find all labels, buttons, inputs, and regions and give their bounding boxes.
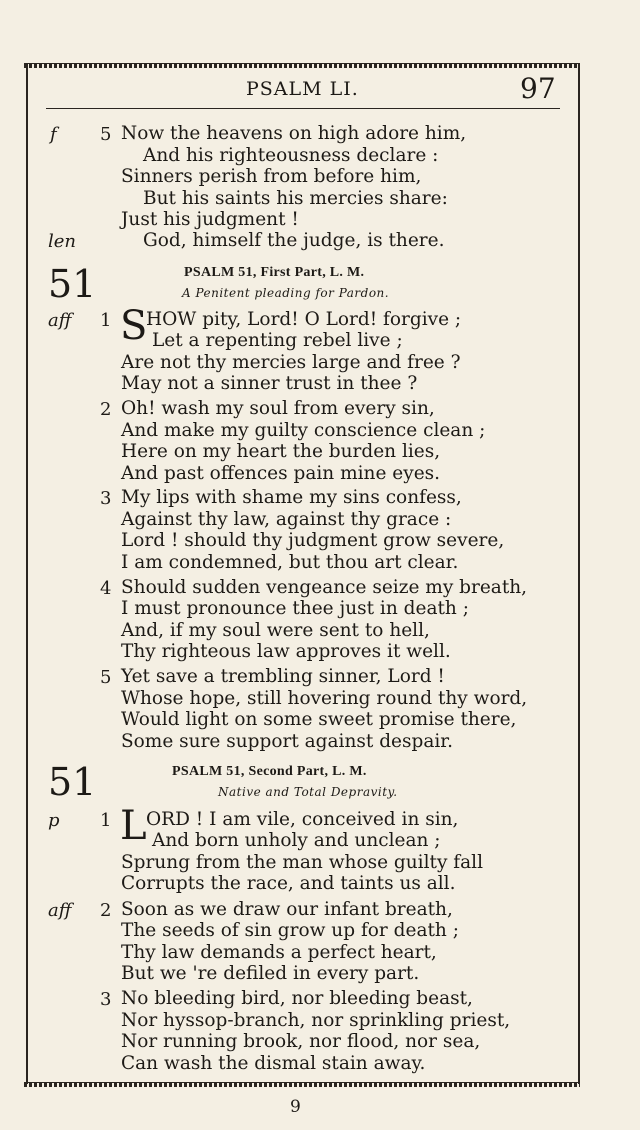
right-border xyxy=(578,64,580,1084)
verse-line: No bleeding bird, nor bleeding beast, xyxy=(121,988,473,1009)
dynamic-mark: aff xyxy=(48,310,72,331)
verse-line: Lord ! should thy judgment grow severe, xyxy=(121,530,505,551)
left-border xyxy=(26,64,28,1084)
header-rule xyxy=(46,108,560,109)
verse-line: But we 're defiled in every part. xyxy=(121,963,420,984)
verse-line: Yet save a trembling sinner, Lord ! xyxy=(121,666,445,687)
verse-line: And his righteousness declare : xyxy=(143,145,439,166)
verse-line: Some sure support against despair. xyxy=(121,731,453,752)
hymn-number: 51 xyxy=(48,760,97,804)
hymn-title: PSALM 51, Second Part, L. M. xyxy=(172,764,367,779)
verse-number: 3 xyxy=(100,488,112,509)
page-header xyxy=(0,74,640,106)
verse-line: I am condemned, but thou art clear. xyxy=(121,552,459,573)
verse-line: My lips with shame my sins confess, xyxy=(121,487,462,508)
verse-number: 2 xyxy=(100,900,112,921)
verse-line: HOW pity, Lord! O Lord! forgive ; xyxy=(146,309,462,330)
verse-line: Should sudden vengeance seize my breath, xyxy=(121,577,528,598)
dynamic-mark: aff xyxy=(48,900,72,921)
verse-number: 1 xyxy=(100,810,112,831)
verse-line: And, if my soul were sent to hell, xyxy=(121,620,430,641)
verse-line: God, himself the judge, is there. xyxy=(143,230,445,251)
verse-line: And make my guilty conscience clean ; xyxy=(121,420,486,441)
verse-line: ORD ! I am vile, conceived in sin, xyxy=(146,809,459,830)
verse-line: Nor running brook, nor flood, nor sea, xyxy=(121,1031,481,1052)
hymn-subtitle: A Penitent pleading for Pardon. xyxy=(182,286,390,300)
verse-line: Now the heavens on high adore him, xyxy=(121,123,467,144)
top-border xyxy=(24,63,580,68)
verse-line: The seeds of sin grow up for death ; xyxy=(121,920,459,941)
dynamic-mark: f xyxy=(50,124,57,145)
verse-line: Soon as we draw our infant breath, xyxy=(121,899,453,920)
verse-line: Would light on some sweet promise there, xyxy=(121,709,517,730)
drop-cap: L xyxy=(120,803,147,849)
verse-number: 4 xyxy=(100,578,112,599)
page-number: 97 xyxy=(520,72,556,105)
verse-line: I must pronounce thee just in death ; xyxy=(121,598,469,619)
verse-line: Sinners perish from before him, xyxy=(121,166,422,187)
verse-number: 2 xyxy=(100,399,112,420)
verse-line: May not a sinner trust in thee ? xyxy=(121,373,418,394)
verse-line: Nor hyssop-branch, nor sprinkling priest, xyxy=(121,1010,511,1031)
verse-number: 3 xyxy=(100,989,112,1010)
hymn-number: 51 xyxy=(48,262,97,306)
verse-number: 1 xyxy=(100,310,112,331)
hymn-title: PSALM 51, First Part, L. M. xyxy=(184,265,365,280)
verse-line: Corrupts the race, and taints us all. xyxy=(121,873,456,894)
dynamic-mark: p xyxy=(48,810,60,831)
verse-line: Sprung from the man whose guilty fall xyxy=(121,852,483,873)
verse-line: And past offences pain mine eyes. xyxy=(121,463,441,484)
verse-line: Against thy law, against thy grace : xyxy=(121,509,452,530)
signature-mark: 9 xyxy=(290,1097,301,1117)
verse-line: Thy law demands a perfect heart, xyxy=(121,942,437,963)
verse-line: Thy righteous law approves it well. xyxy=(121,641,451,662)
verse-line: Just his judgment ! xyxy=(121,209,299,230)
verse-line: Can wash the dismal stain away. xyxy=(121,1053,426,1074)
verse-line: Whose hope, still hovering round thy word, xyxy=(121,688,528,709)
verse-line: Are not thy mercies large and free ? xyxy=(121,352,461,373)
running-head: PSALM LI. xyxy=(246,78,359,100)
verse-line: Oh! wash my soul from every sin, xyxy=(121,398,435,419)
verse-line: But his saints his mercies share: xyxy=(143,188,448,209)
verse-line: Let a repenting rebel live ; xyxy=(152,330,403,351)
hymn-subtitle: Native and Total Depravity. xyxy=(218,785,398,799)
verse-number: 5 xyxy=(100,124,112,145)
drop-cap: S xyxy=(120,303,148,349)
verse-line: Here on my heart the burden lies, xyxy=(121,441,441,462)
verse-number: 5 xyxy=(100,667,112,688)
verse-line: And born unholy and unclean ; xyxy=(152,830,441,851)
bottom-border xyxy=(24,1082,580,1087)
dynamic-mark: len xyxy=(48,231,77,252)
